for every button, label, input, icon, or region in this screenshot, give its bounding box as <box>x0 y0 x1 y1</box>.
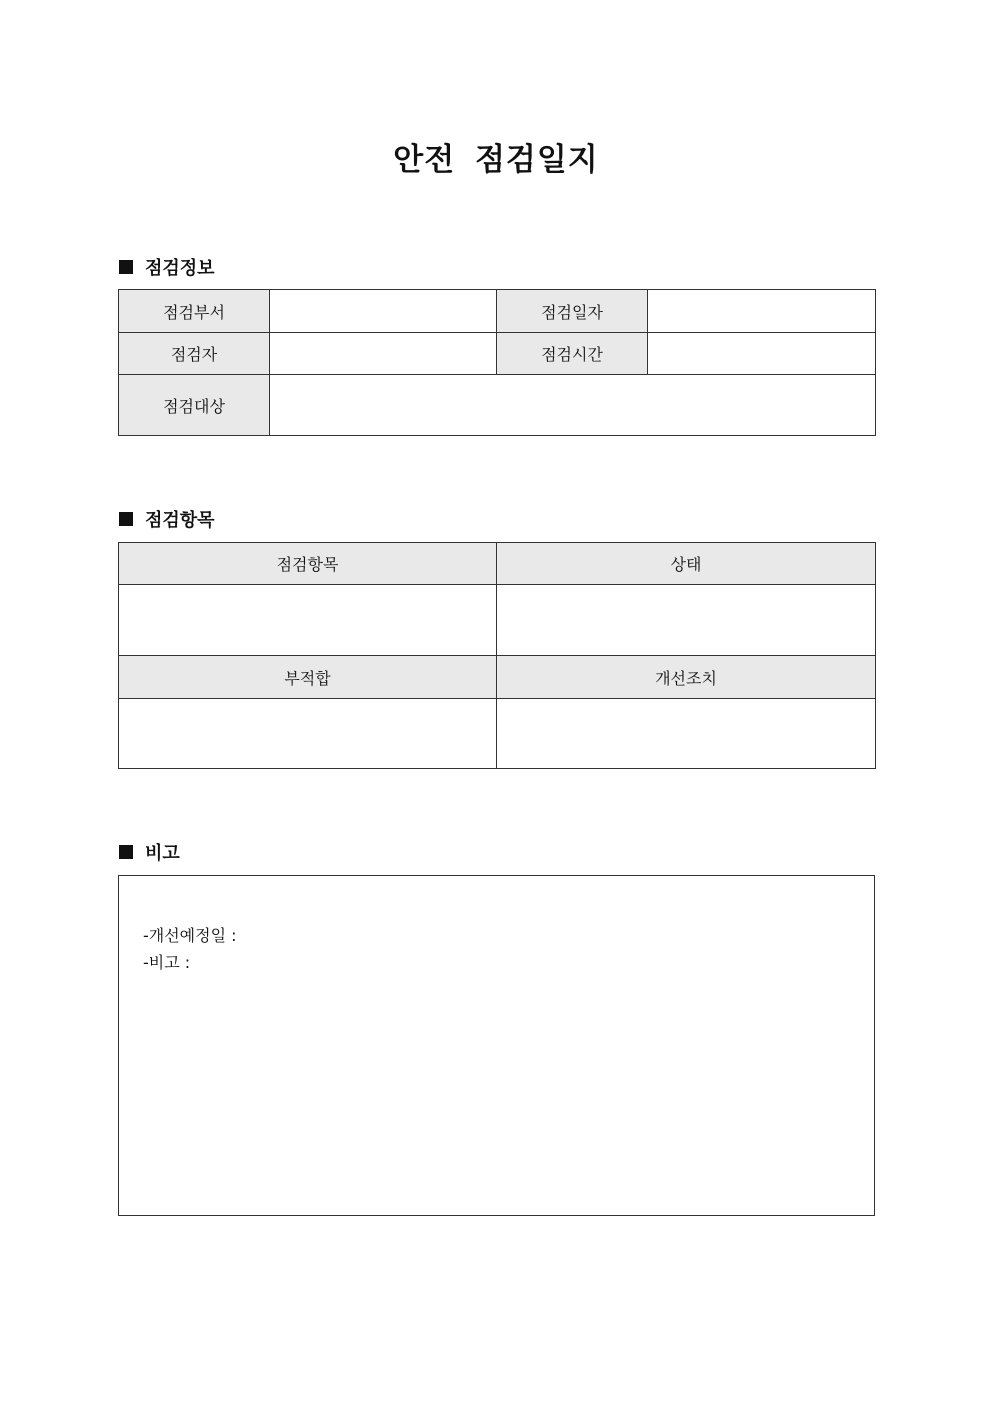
inspection-items-table <box>118 542 876 769</box>
table-row <box>119 699 876 769</box>
inspector-field[interactable] <box>270 333 497 375</box>
table-row <box>119 333 876 375</box>
note-line: -비고 : <box>143 953 191 972</box>
inspection-info-table <box>118 289 876 436</box>
section-heading-info <box>119 254 215 280</box>
action-header: 개선조치 <box>497 656 876 699</box>
section-heading-remarks-label: 비고 <box>145 843 180 864</box>
section-heading-info-label: 점검정보 <box>145 258 215 279</box>
nonconformity-header: 부적합 <box>119 656 497 699</box>
status-field[interactable] <box>497 585 876 656</box>
time-label: 점검시간 <box>497 333 648 375</box>
document-title: 안전 점검일지 <box>393 142 599 178</box>
section-heading-items <box>119 506 215 532</box>
time-field[interactable] <box>648 333 876 375</box>
nonconformity-field[interactable] <box>119 699 497 769</box>
remarks-box[interactable] <box>118 875 875 1216</box>
section-heading-items-label: 점검항목 <box>145 510 215 531</box>
department-field[interactable] <box>270 290 497 333</box>
table-row <box>119 543 876 585</box>
table-row <box>119 585 876 656</box>
item-header: 점검항목 <box>119 543 497 585</box>
square-bullet-icon <box>119 260 133 274</box>
status-header: 상태 <box>497 543 876 585</box>
section-heading-remarks <box>119 839 180 865</box>
department-label: 점검부서 <box>119 290 270 333</box>
table-row <box>119 656 876 699</box>
target-label: 점검대상 <box>119 375 270 436</box>
action-field[interactable] <box>497 699 876 769</box>
table-row <box>119 375 876 436</box>
item-field[interactable] <box>119 585 497 656</box>
table-row <box>119 290 876 333</box>
planned-date-line: -개선예정일 : <box>143 926 237 945</box>
date-label: 점검일자 <box>497 290 648 333</box>
date-field[interactable] <box>648 290 876 333</box>
inspector-label: 점검자 <box>119 333 270 375</box>
target-field[interactable] <box>270 375 876 436</box>
square-bullet-icon <box>119 845 133 859</box>
square-bullet-icon <box>119 512 133 526</box>
